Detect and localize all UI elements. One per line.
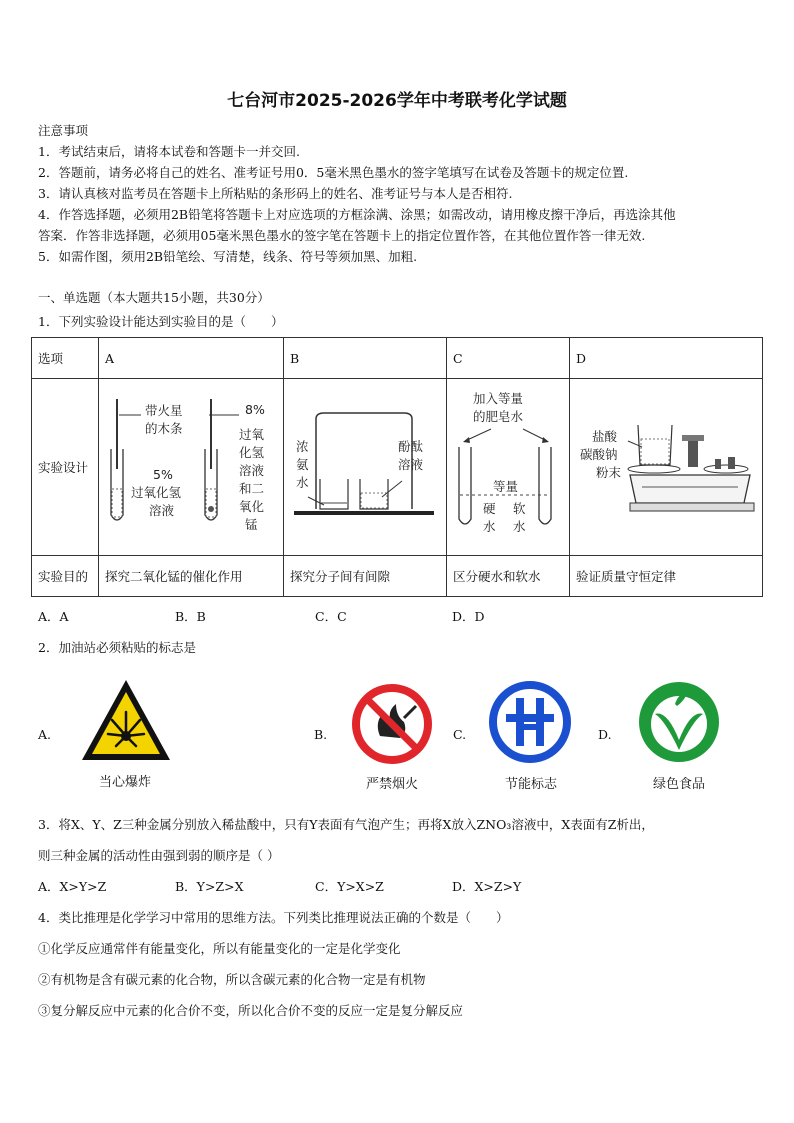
table-header-cell: D [570,338,763,379]
table-header-cell: C [447,338,570,379]
fig-c-label: 软 [513,501,526,516]
sign-label-a: 当心爆炸 [98,775,151,790]
fig-a-label: 锰 [245,517,258,532]
fig-a-label: 8% [245,402,265,417]
table-purpose-row [32,556,763,597]
explosion-warning-icon [78,676,174,764]
energy-saving-icon [488,680,572,764]
fig-d-label: 盐酸 [592,429,618,444]
notice-item: 4．作答选择题，必须用2B铅笔将答题卡上对应选项的方框涂满、涂黑；如需改动，请用橡皮擦干净后，再选涂其他 [38,207,676,222]
sign-label-c: 节能标志 [504,777,557,792]
q4-statement: ②有机物是含有碳元素的化合物，所以含碳元素的化合物一定是有机物 [38,972,426,987]
q2-option-letter-c[interactable]: C. [453,727,467,742]
table-header-cell: B [284,338,447,379]
fig-a-label: 溶液 [239,463,265,478]
fig-a-label: 5% [153,467,173,482]
page-title: 七台河市2025-2026学年中考联考化学试题 [227,91,567,111]
fig-c-label: 等量 [493,479,519,494]
table-header-cell: A [99,338,284,379]
q2-option-letter-d[interactable]: D. [598,727,612,742]
fig-b-label: 氨 [296,457,309,472]
fig-a-label: 化氢 [239,445,265,460]
fig-b-label: 溶液 [398,457,424,472]
question-3-stem: 3．将X、Y、Z三种金属分别放入稀盐酸中，只有Y表面有气泡产生；再将X放入ZNO₃溶液中，X表面有Z析出， [38,817,654,832]
figure-c-cell [447,379,570,556]
section-heading: 一、单选题（本大题共15小题，共30分） [38,290,270,305]
purpose-cell: 区分硬水和软水 [447,556,570,597]
q3-option-a[interactable]: A．X>Y>Z [38,879,107,894]
design-row-label: 实验设计 [32,379,99,556]
green-food-icon [637,680,721,764]
figure-a-cell [99,379,284,556]
fig-a-label: 的木条 [145,421,183,436]
q3-option-b[interactable]: B．Y>Z>X [175,879,244,894]
question-3-stem: 则三种金属的活动性由强到弱的顺序是（ ） [38,848,280,863]
notice-item: 答案．作答非选择题，必须用05毫米黑色墨水的签字笔在答题卡上的指定位置作答，在其他位置作答一律无效. [38,228,646,243]
question-2-stem: 2．加油站必须粘贴的标志是 [38,640,196,655]
fig-c-label: 硬 [483,501,496,516]
notice-item: 5．如需作图，须用2B铅笔绘、写清楚，线条、符号等须加黑、加粗. [38,249,418,264]
fig-b-label: 酚酞 [398,439,424,454]
q3-option-d[interactable]: D．X>Z>Y [452,879,522,894]
fig-d-label: 碳酸钠 [580,447,618,462]
q3-option-c[interactable]: C．Y>X>Z [315,879,384,894]
fig-a-label: 和二 [239,481,265,496]
fig-b-label: 浓 [296,439,309,454]
table-design-row [32,379,763,556]
q1-option-a[interactable]: A．A [38,609,69,624]
purpose-cell: 探究二氧化锰的催化作用 [99,556,284,597]
fig-c-label: 加入等量 [473,391,524,406]
notice-item: 3．请认真核对监考员在答题卡上所粘贴的条形码上的姓名、准考证号与本人是否相符. [38,186,513,201]
fig-a-label: 带火星 [145,403,183,418]
fig-c-label: 水 [513,519,526,534]
fig-c-label: 水 [483,519,496,534]
hard-soft-water-figure [447,379,569,555]
fig-d-label: 粉末 [596,465,622,480]
fig-a-label: 溶液 [149,503,175,518]
no-fire-icon [350,682,434,766]
sign-label-b: 严禁烟火 [365,777,418,792]
catalyst-experiment-figure [99,379,283,555]
fig-a-label: 过氧 [239,427,265,442]
fig-a-label: 氧化 [239,499,265,514]
q1-option-c[interactable]: C．C [315,609,347,624]
sign-label-d: 绿色食品 [652,777,705,792]
question-1-stem: 1．下列实验设计能达到实验目的是（ ） [38,314,284,329]
q1-option-b[interactable]: B．B [175,609,206,624]
notice-item: 2．答题前，请务必将自己的姓名、准考证号用0．5毫米黑色墨水的签字笔填写在试卷及答题卡的规定位置. [38,165,629,180]
notice-item: 1．考试结束后，请将本试卷和答题卡一并交回. [38,144,300,159]
question-1-table [31,337,763,597]
fig-b-label: 水 [296,475,309,490]
table-header-row [32,338,763,379]
question-4-stem: 4．类比推理是化学学习中常用的思维方法。下列类比推理说法正确的个数是（ ） [38,910,509,925]
q4-statement: ③复分解反应中元素的化合价不变，所以化合价不变的反应一定是复分解反应 [38,1003,464,1018]
fig-c-label: 的肥皂水 [473,409,524,424]
mass-conservation-figure [570,379,762,555]
table-header-cell: 选项 [32,338,99,379]
purpose-cell: 探究分子间有间隙 [284,556,447,597]
fig-a-label: 过氧化氢 [131,485,182,500]
purpose-cell: 验证质量守恒定律 [570,556,763,597]
q2-option-letter-b[interactable]: B. [314,727,328,742]
q1-option-d[interactable]: D．D [452,609,485,624]
molecule-gap-experiment-figure [284,379,446,555]
q4-statement: ①化学反应通常伴有能量变化，所以有能量变化的一定是化学变化 [38,941,401,956]
notice-heading: 注意事项 [38,123,89,138]
figure-d-cell [570,379,763,556]
q2-option-letter-a[interactable]: A. [38,727,52,742]
figure-b-cell [284,379,447,556]
purpose-row-label: 实验目的 [32,556,99,597]
